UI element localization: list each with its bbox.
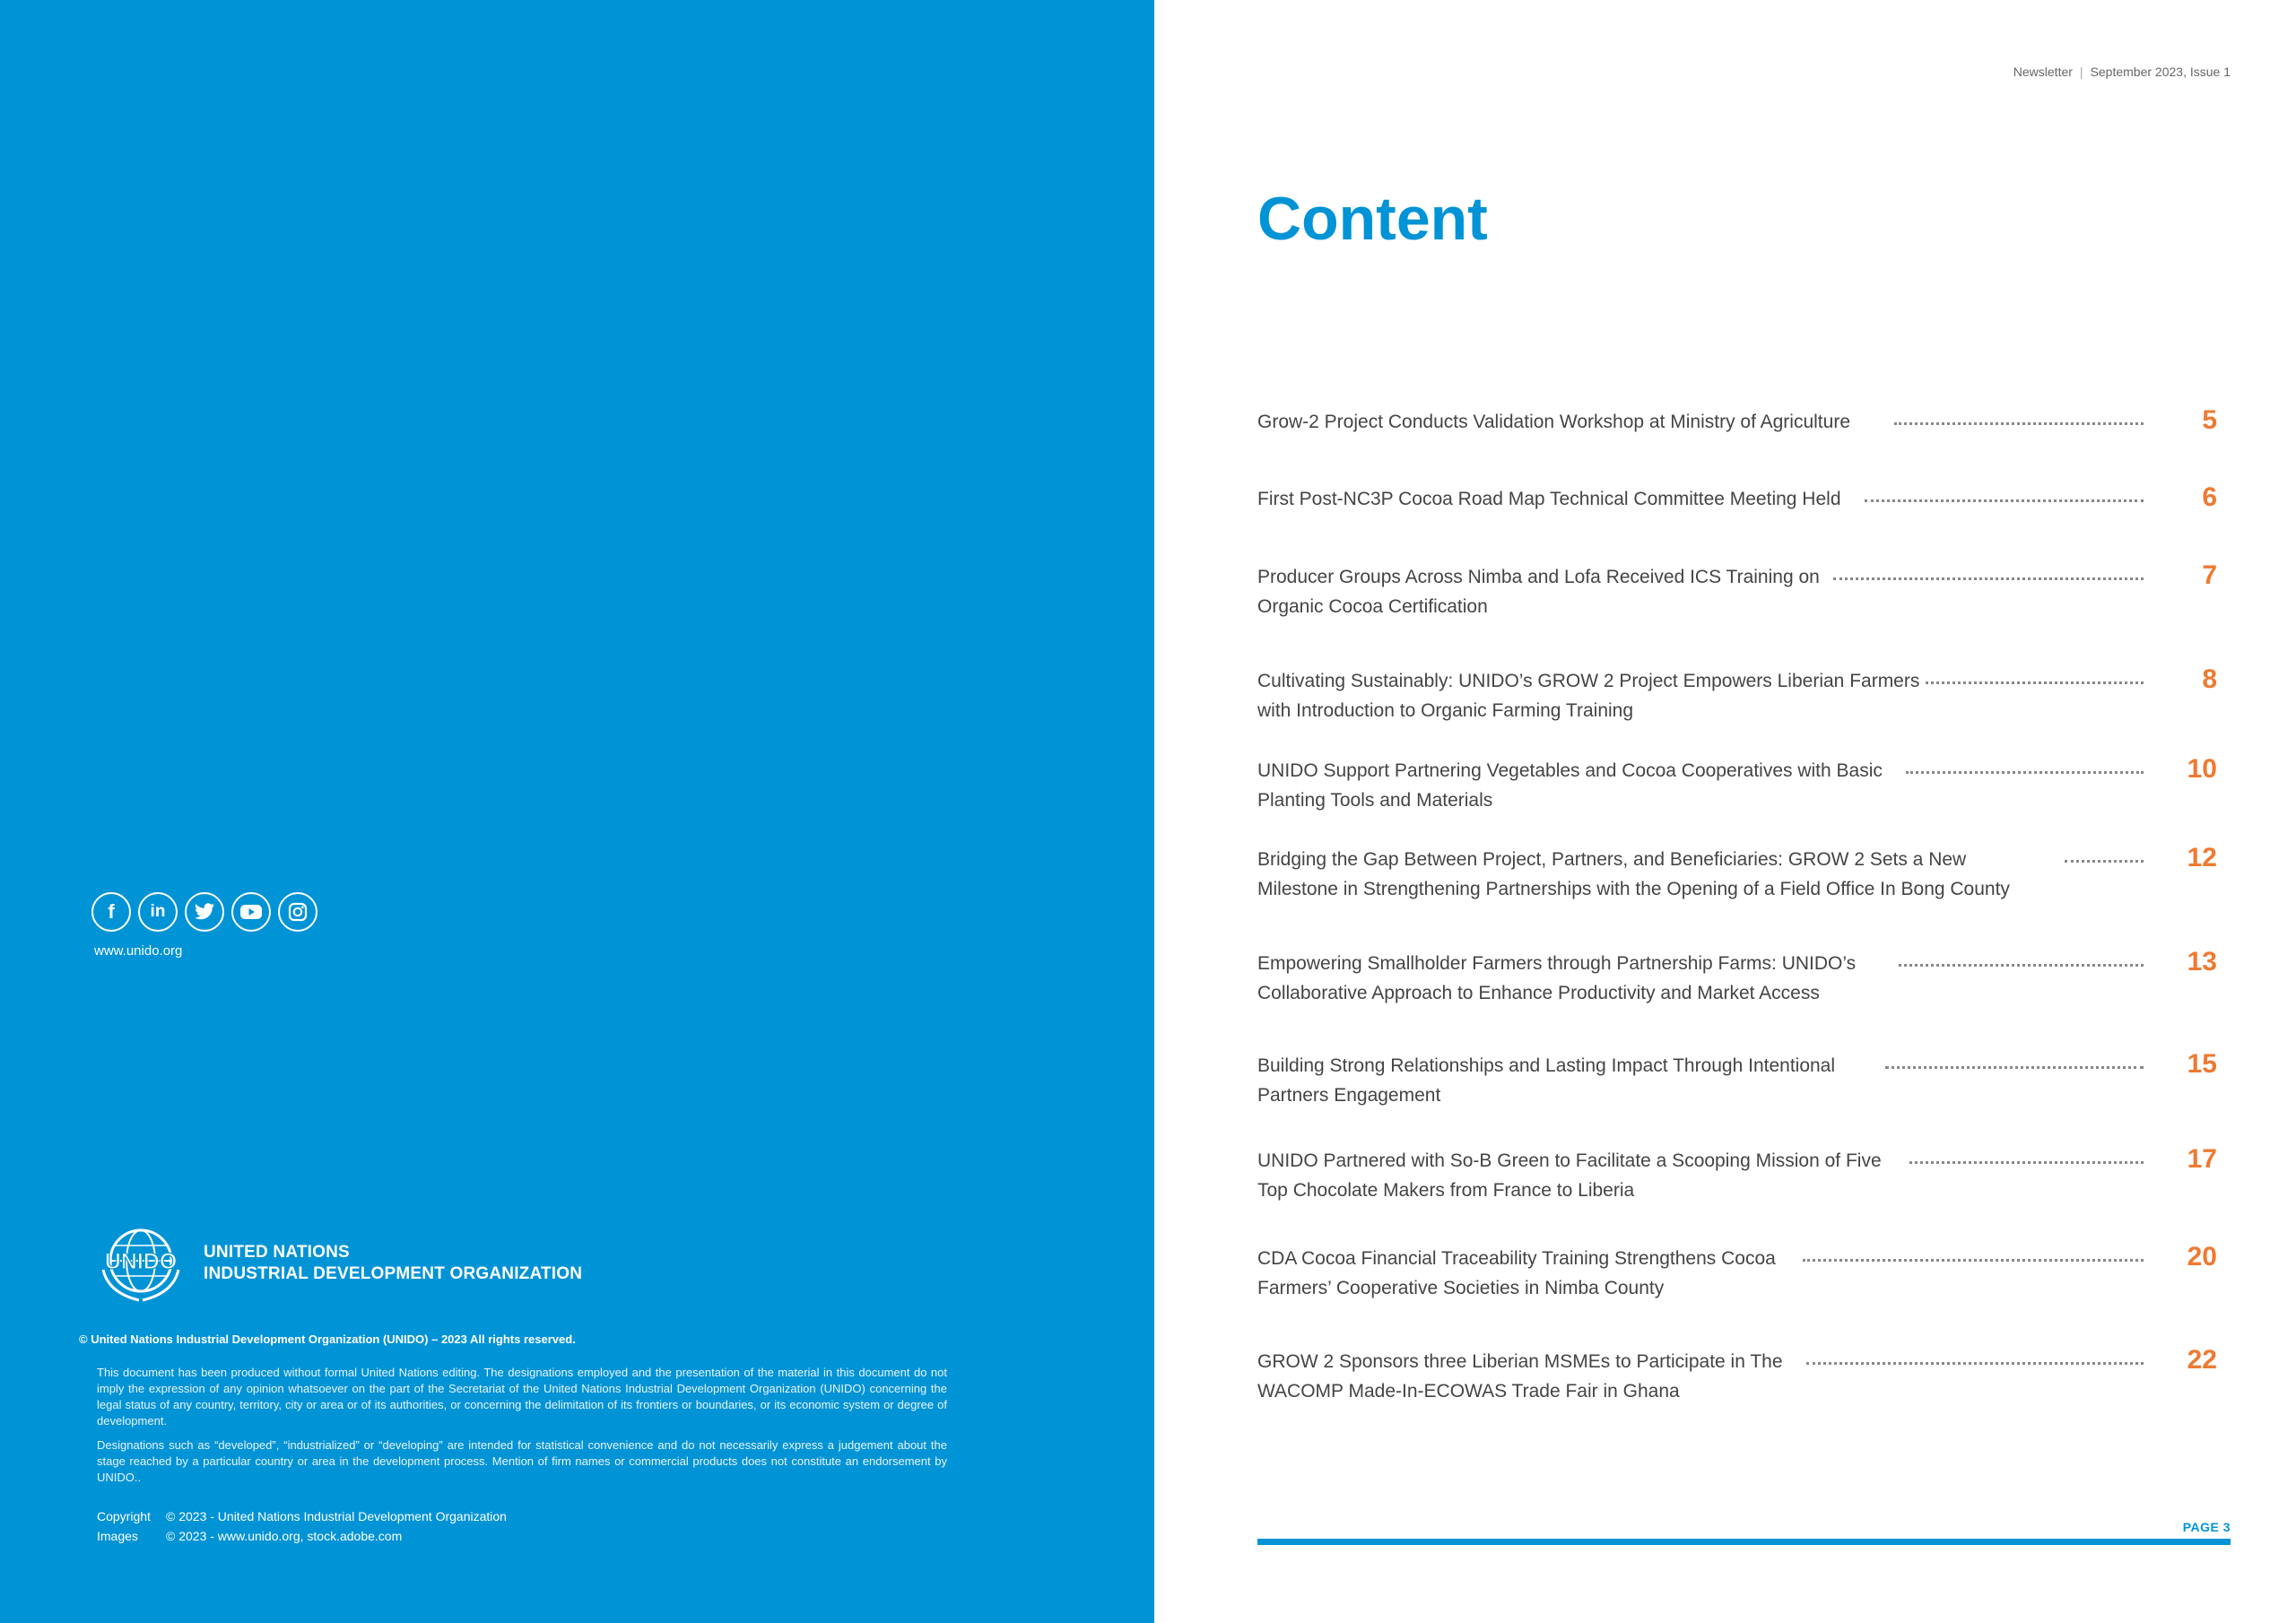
toc-line: First Post-NC3P Cocoa Road Map Technical Committee Meeting Held (1257, 489, 1841, 509)
toc-entry[interactable] (1257, 949, 2217, 1011)
copyright-line: © United Nations Industrial Development Organization (UNIDO) – 2023 All rights reserved. (79, 1332, 576, 1346)
toc-entry-title (1257, 407, 1850, 437)
toc-leader-dots (1833, 577, 2144, 580)
toc-line: Farmers’ Cooperative Societies in Nimba County (1257, 1278, 1665, 1298)
toc-entry[interactable] (1257, 1051, 2217, 1114)
facebook-icon[interactable] (91, 892, 131, 932)
toc-line: Planting Tools and Materials (1257, 790, 1493, 811)
toc-page-number: 15 (2187, 1049, 2217, 1079)
toc-leader-dots (2065, 860, 2144, 863)
credit-label: Copyright (97, 1509, 151, 1523)
toc-page-number: 20 (2187, 1242, 2217, 1271)
disclaimer-paragraph-2: Designations such as “developed”, “industrialized” or “developing” are intended for statistical convenience and do not necessarily express a judgement about the stage reached by a particular country or area in the development process. Mention of firm names or commercial products does not constitute an endorsement by UNIDO.. (97, 1438, 947, 1484)
toc-line: Cultivating Sustainably: UNIDO’s GROW 2 Project Empowers Liberian Farmers (1257, 671, 1920, 691)
publication-name: Newsletter (2013, 65, 2073, 79)
header-separator: | (2079, 65, 2083, 79)
toc-entry-title (1257, 1347, 1783, 1406)
toc-entry[interactable] (1257, 1146, 2217, 1209)
toc-leader-dots (1865, 499, 2144, 502)
toc-leader-dots (1909, 1161, 2144, 1164)
website-link[interactable]: www.unido.org (94, 943, 183, 959)
org-name-line1: UNITED NATIONS (204, 1243, 350, 1262)
footer-rule (1257, 1539, 2231, 1545)
disclaimer-paragraph-1: This document has been produced without formal United Nations editing. The designations employed and the presentation of the material in this document do not imply the expression of any opinion whatsoever on the part of the Secretariat of the United Nations Industrial Development Organization (UNIDO) concerning the legal status of any country, territory, city or area or of its authorities, or concerning the delimitation of its frontiers or boundaries, or its economic system or degree of development. (97, 1366, 947, 1428)
toc-line: WACOMP Made-In-ECOWAS Trade Fair in Ghana (1257, 1381, 1680, 1402)
toc-page-number: 17 (2187, 1144, 2217, 1174)
toc-page-number: 6 (2202, 482, 2217, 512)
credit-value: © 2023 - United Nations Industrial Development Organization (166, 1509, 507, 1523)
toc-entry-title (1257, 484, 1841, 514)
org-name-line2: INDUSTRIAL DEVELOPMENT ORGANIZATION (204, 1264, 583, 1283)
toc-entry-title (1257, 1146, 1882, 1205)
toc-entry[interactable] (1257, 1244, 2217, 1306)
toc-entry[interactable] (1257, 562, 2217, 625)
toc-entry-title (1257, 845, 2010, 904)
toc-leader-dots (1806, 1362, 2144, 1365)
toc-entry[interactable] (1257, 407, 2217, 470)
toc-line: Bridging the Gap Between Project, Partners, and Beneficiaries: GROW 2 Sets a New (1257, 849, 1967, 870)
facebook-glyph: f (108, 900, 115, 923)
credit-label: Images (97, 1529, 138, 1543)
toc-leader-dots (1885, 1066, 2144, 1069)
linkedin-icon[interactable] (138, 892, 178, 932)
toc-line: UNIDO Support Partnering Vegetables and Cocoa Cooperatives with Basic (1257, 760, 1883, 781)
credits (97, 1506, 507, 1546)
page-title: Content (1257, 185, 1488, 253)
toc-page-number: 13 (2187, 947, 2217, 976)
toc-leader-dots (1906, 771, 2144, 774)
content-page (1154, 0, 2296, 1623)
toc-entry-title (1257, 949, 1856, 1008)
toc-page-number: 8 (2202, 664, 2217, 694)
running-header (2013, 65, 2231, 79)
toc-line: Building Strong Relationships and Lasting Impact Through Intentional (1257, 1055, 1836, 1076)
linkedin-glyph: in (150, 902, 166, 921)
credit-value: © 2023 - www.unido.org, stock.adobe.com (166, 1529, 403, 1543)
toc-leader-dots (1926, 681, 2144, 684)
toc-page-number: 7 (2202, 560, 2217, 590)
toc-entry-title (1257, 562, 1820, 621)
page-number: PAGE 3 (2182, 1520, 2231, 1534)
twitter-icon[interactable] (185, 892, 224, 932)
toc-line: GROW 2 Sponsors three Liberian MSMEs to Participate in The (1257, 1351, 1783, 1372)
toc-leader-dots (1803, 1259, 2144, 1262)
toc-entry-title (1257, 1244, 1776, 1303)
instagram-icon[interactable] (278, 892, 317, 932)
logo-text: UNIDO (104, 1249, 178, 1274)
toc-entry[interactable] (1257, 845, 2217, 907)
toc-entry-title (1257, 666, 1919, 725)
toc-leader-dots (1894, 422, 2144, 425)
toc-page-number: 12 (2187, 843, 2217, 872)
toc-entry-title (1257, 756, 1883, 815)
issue-label: September 2023, Issue 1 (2090, 65, 2231, 79)
toc-line: CDA Cocoa Financial Traceability Training Strengthens Cocoa (1257, 1248, 1776, 1269)
toc-entry[interactable] (1257, 1347, 2217, 1410)
credit-row (97, 1506, 507, 1526)
toc-line: with Introduction to Organic Farming Training (1257, 700, 1634, 721)
toc-line: Empowering Smallholder Farmers through Partnership Farms: UNIDO’s (1257, 953, 1857, 974)
toc-page-number: 22 (2187, 1345, 2217, 1375)
toc-line: Top Chocolate Makers from France to Liberia (1257, 1180, 1635, 1201)
toc-page-number: 10 (2187, 754, 2217, 784)
toc-line: Milestone in Strengthening Partnerships with the Opening of a Field Office In Bong County (1257, 879, 2010, 899)
toc-line: Producer Groups Across Nimba and Lofa Received ICS Training on (1257, 567, 1820, 587)
toc-entry[interactable] (1257, 666, 2217, 729)
toc-line: UNIDO Partnered with So-B Green to Facilitate a Scooping Mission of Five (1257, 1150, 1882, 1171)
toc-line: Grow-2 Project Conducts Validation Workshop at Ministry of Agriculture (1257, 412, 1850, 432)
unido-logo (96, 1225, 582, 1302)
toc-line: Collaborative Approach to Enhance Productivity and Market Access (1257, 983, 1820, 1003)
youtube-icon[interactable] (231, 892, 271, 932)
social-links (91, 892, 317, 932)
toc-leader-dots (1899, 964, 2144, 967)
toc-entry[interactable] (1257, 756, 2217, 819)
toc-line: Partners Engagement (1257, 1085, 1441, 1106)
toc-entry-title (1257, 1051, 1835, 1110)
org-name (204, 1242, 582, 1285)
unido-emblem-icon (96, 1225, 186, 1302)
toc-line: Organic Cocoa Certification (1257, 596, 1488, 617)
credit-row (97, 1526, 507, 1546)
toc-page-number: 5 (2202, 405, 2217, 435)
toc-entry[interactable] (1257, 484, 2217, 547)
